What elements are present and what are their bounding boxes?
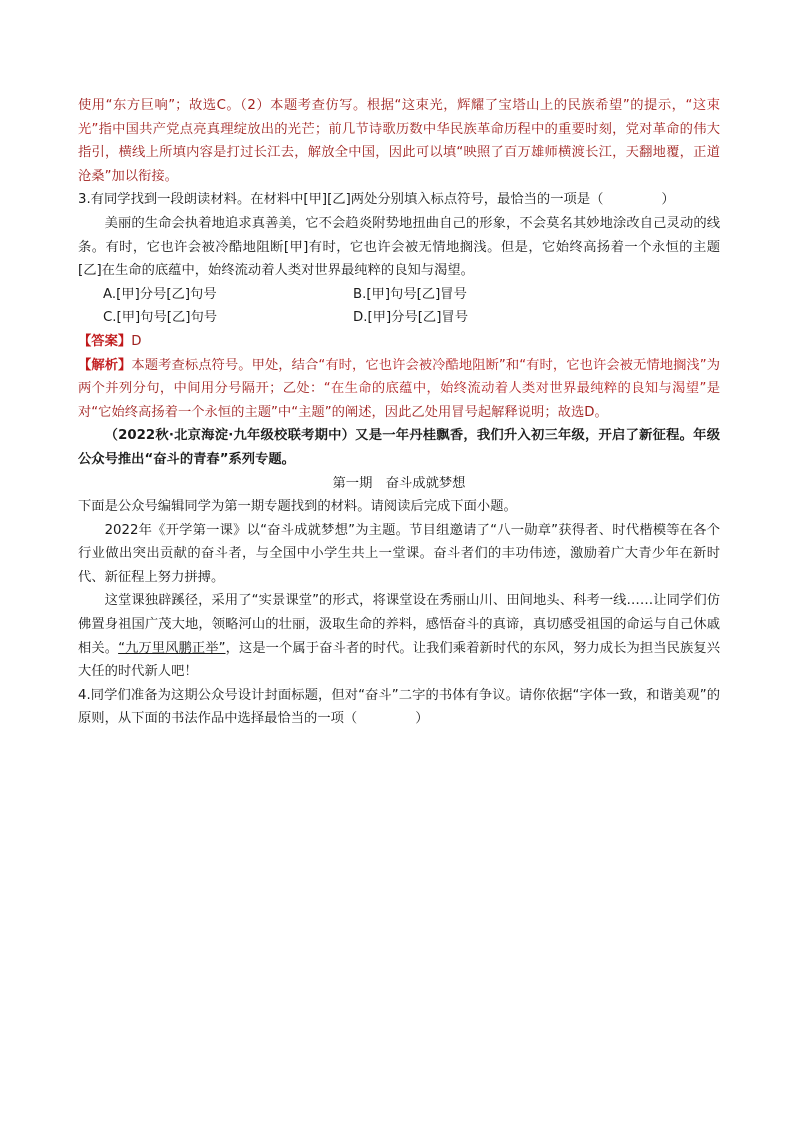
question-4-stem: 4.同学们准备为这期公众号设计封面标题，但对“奋斗”二字的书体有争议。请你依据“字体一致，和谐美观”的原则，从下面的书法作品中选择最恰当的一项（ ） (78, 687, 720, 727)
option-a: A.[甲]分号[乙]句号 (103, 286, 217, 302)
option-d: D.[甲]分号[乙]冒号 (353, 310, 468, 326)
question-3-analysis: 【解析】本题考查标点符号。甲处，结合“有时，它也许会被冷酷地阻断”和“有时，它也许会被无情地搁浅”为两个并列分句，中间用分号隔开；乙处：“在生命的底蕴中，始终流动着人类对世界最纯粹的良知与渴望”是对“它始终高扬着一个永恒的主题”中“主题”的阐述，因此乙处用冒号起解释说明；故选D。 (78, 357, 721, 420)
material-paragraph-2: 这堂课独辟蹊径，采用了“实景课堂”的形式，将课堂设在秀丽山川、田间地头、科考一线……让同学们仿佛置身祖国广茂大地，领略河山的壮丽，汲取生命的养料，感悟奋斗的真谛，真切感受祖国的命运与自己休戚相关。“九万里风鹏正举”，这是一个属于奋斗者的时代。让我们乘着新时代的东风，努力成长为担当民族复兴大任的时代新人吧！ (78, 593, 721, 680)
material-paragraph-1: 2022年《开学第一课》以“奋斗成就梦想”为主题。节目组邀请了“八一勋章”获得者、时代楷模等在各个行业做出突出贡献的奋斗者，与全国中小学生共上一堂课。奋斗者们的丰功伟迹，激励着广大青少年在新时代、新征程上努力拼搏。 (78, 522, 720, 585)
section-lead: 下面是公众号编辑同学为第一期专题找到的材料。请阅读后完成下面小题。 (78, 499, 517, 515)
section-intro: （2022秋·北京海淀·九年级校联考期中）又是一年丹桂飘香，我们升入初三年级，开启了新征程。年级公众号推出“奋斗的青春”系列专题。 (78, 428, 720, 467)
option-c: C.[甲]句号[乙]句号 (103, 310, 218, 326)
question-3-options (78, 283, 720, 330)
question-3-answer: 【答案】D (78, 333, 142, 349)
section-title: 第一期 奋斗成就梦想 (332, 475, 466, 491)
question-3-passage: 美丽的生命会执着地追求真善美，它不会趋炎附势地扭曲自己的形象，不会莫名其妙地涂改自己灵动的线条。有时，它也许会被冷酷地阻断[甲]有时，它也许会被无情地搁浅。但是，它始终高扬着一个永恒的主题[乙]在生命的底蕴中，始终流动着人类对世界最纯粹的良知与渴望。 (78, 215, 720, 279)
prev-answer-analysis: 使用“东方巨响”；故选C。（2）本题考查仿写。根据“这束光，辉耀了宝塔山上的民族希望”的提示，“这束光”指中国共产党点亮真理绽放出的光芒；前几节诗歌历数中华民族革命历程中的重要时刻，党对革命的伟大指引，横线上所填内容是打过长江去，解放全中国，因此可以填“映照了百万雄师横渡长江，天翻地覆，正道沧桑”加以衔接。 (78, 98, 721, 184)
underlined-quote: “九万里风鹏正举” (118, 640, 226, 656)
question-3-stem: 3.有同学找到一段朗读材料。在材料中[甲][乙]两处分别填入标点符号，最恰当的一项是（ ） (78, 192, 675, 208)
option-b: B.[甲]句号[乙]冒号 (353, 286, 467, 302)
document-content (78, 94, 720, 731)
